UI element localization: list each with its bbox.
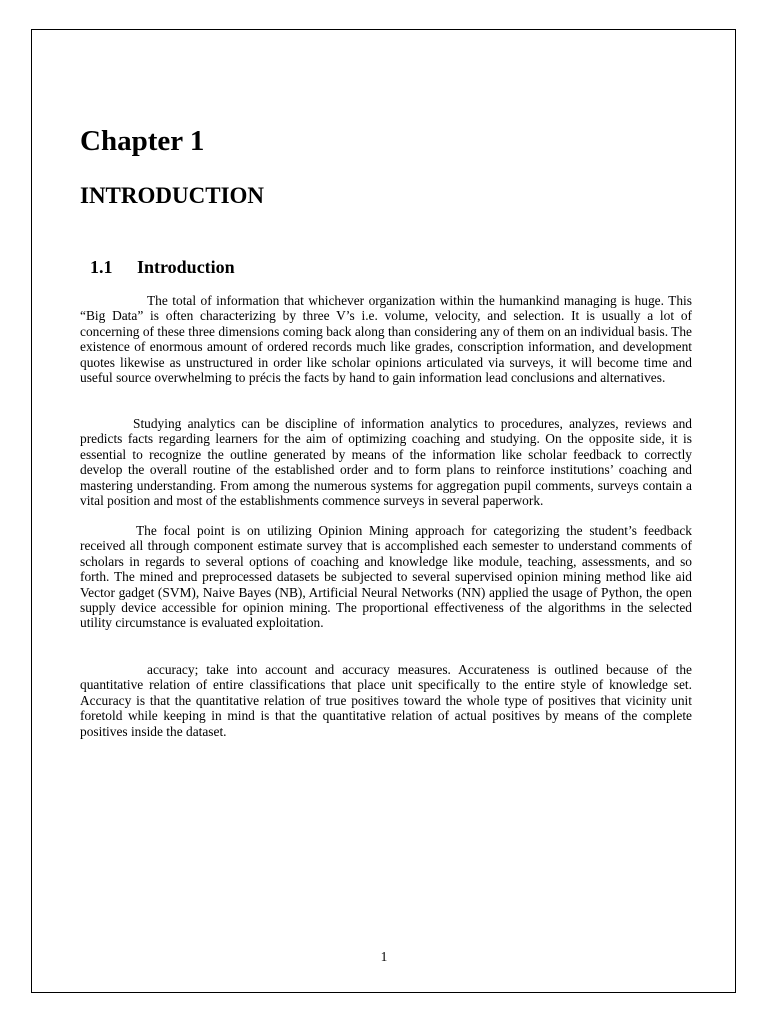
body-paragraph-3: The focal point is on utilizing Opinion Mining approach for categorizing the student’s feedback received all through component estimate survey that is accomplished each semester to understand comments of scholars in regards to several options of coaching and knowledge like module, teaching, assessments, and so forth. The mined and preprocessed datasets be subjected to several supervised opinion mining method like aid Vector gadget (SVM), Naive Bayes (NB), Artificial Neural Networks (NN) applied the usage of Python, the open supply device accessible for opinion mining. The proportional effectiveness of the algorithms in the selected utility circumstance is evaluated exploitation. (80, 523, 692, 631)
section-title: Introduction (137, 257, 235, 277)
section-number: 1.1 (90, 257, 113, 277)
chapter-title: Chapter 1 (80, 125, 205, 157)
body-paragraph-4: accuracy; take into account and accuracy measures. Accurateness is outlined because of the quantitative relation of entire classifications that place unit specifically to the entire style of knowledge set. Accuracy is that the quantitative relation of true positives toward the whole type of positives that vicinity unit foretold while keeping in mind is that the quantitative relation of actual positives by means of the complete positives inside the dataset. (80, 662, 692, 739)
page-border (31, 29, 736, 993)
body-paragraph-2: Studying analytics can be discipline of information analytics to procedures, analyzes, reviews and predicts facts regarding learners for the aim of optimizing coaching and studying. On the opposite side, it is essential to recognize the outline generated by means of the information like scholar feedback to correctly develop the overall routine of the established order and to form plans to reinforce institutions’ coaching and mastering understanding. From among the numerous systems for aggregation pupil comments, surveys contain a vital position and most of the establishments commence surveys in several paperwork. (80, 416, 692, 509)
page-number: 1 (380, 949, 388, 964)
section-heading (90, 255, 235, 279)
body-paragraph-1: The total of information that whichever organization within the humankind managing is huge. This “Big Data” is often characterizing by three V’s i.e. volume, velocity, and selection. It is usually a lot of concerning of these three dimensions coming back along than considering any of them on an individual basis. The existence of enormous amount of ordered records much like grades, conscription information, and development quotes likewise as unstructured in order like scholar opinions articulated via surveys, it will become time and useful source overwhelming to précis the facts by hand to gain information lead conclusions and alternatives. (80, 293, 692, 386)
chapter-subtitle: INTRODUCTION (80, 183, 265, 208)
